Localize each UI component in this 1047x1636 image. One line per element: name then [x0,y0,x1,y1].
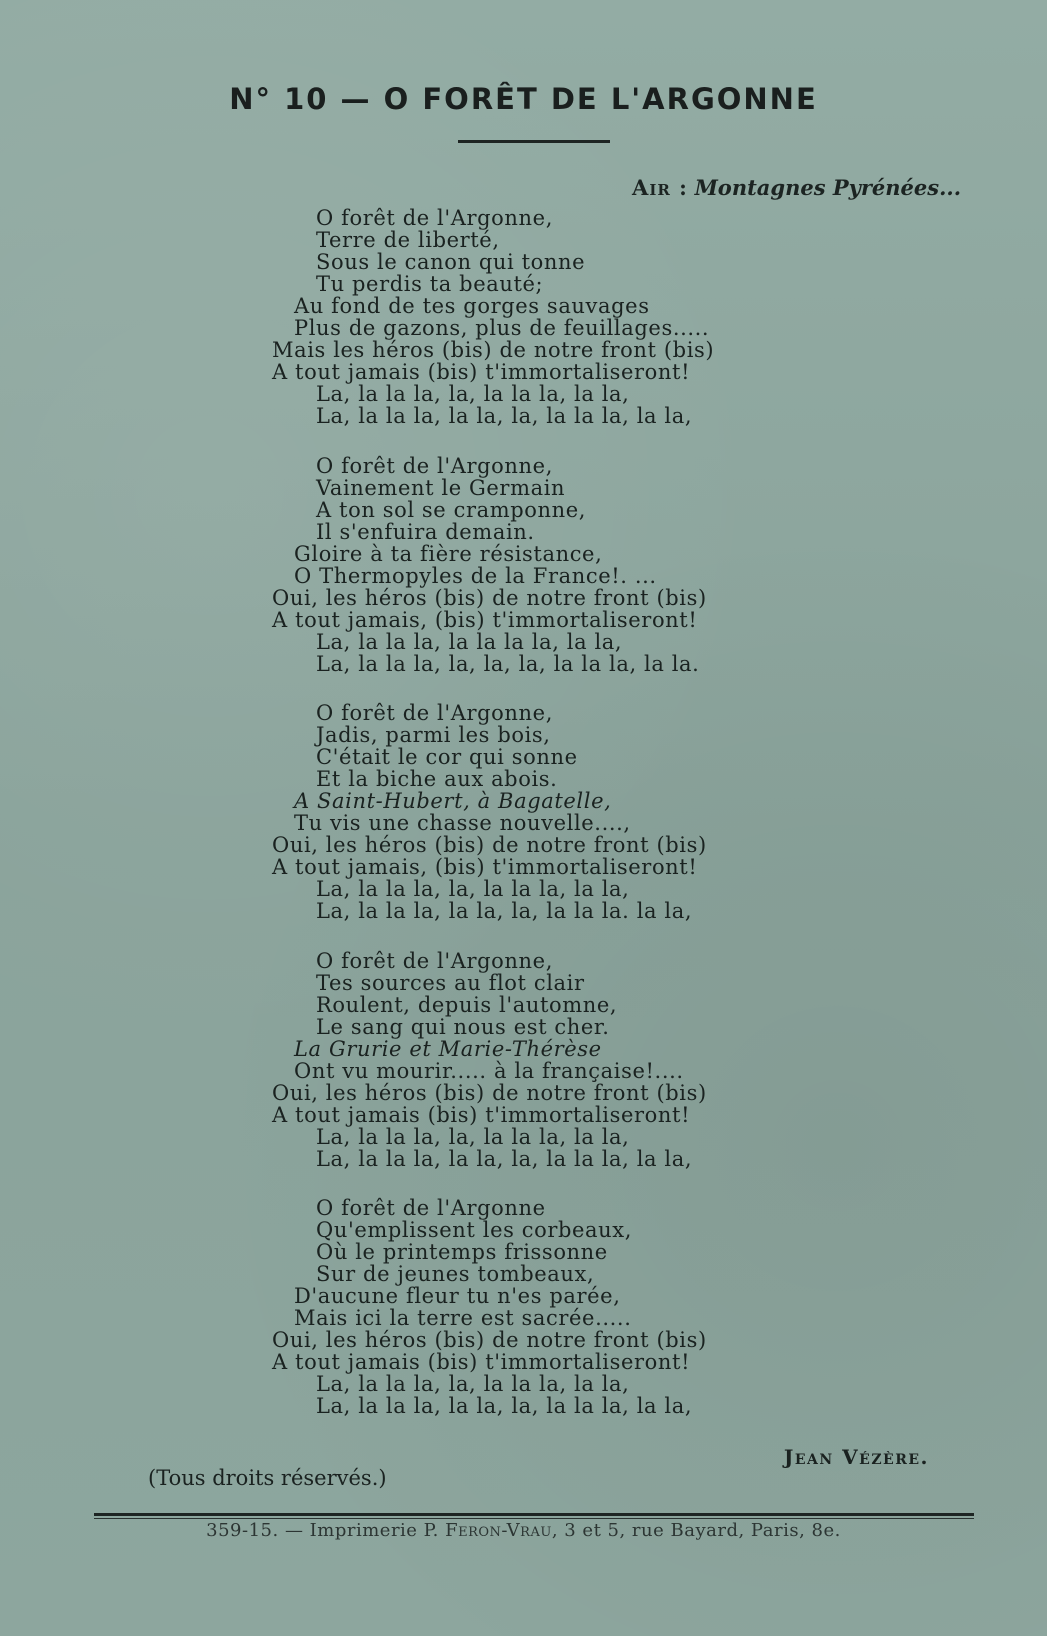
verse-line: Au fond de tes gorges sauvages [294,294,650,318]
air-tune: Montagnes Pyrénées... [694,175,961,200]
air-label: Air : [632,175,688,200]
refrain-line: Oui, les héros (bis) de notre front (bis) [272,833,707,857]
refrain-la-line: La, la la la, la la la la, la la, [316,630,623,654]
refrain-line: A tout jamais (bis) t'immortaliseront! [272,1103,691,1127]
verse-line: Sous le canon qui tonne [316,250,586,274]
refrain-la-line: La, la la la, la la, la, la la la, la la, [316,1147,693,1171]
footer-rule [94,1513,974,1516]
verse-line: Il s'enfuira demain. [316,520,535,544]
refrain-la-line: La, la la la, la la, la, la la la, la la, [316,1394,693,1418]
refrain-line: A tout jamais (bis) t'immortaliseront! [272,1350,691,1374]
verse-line: Gloire à ta fière résistance, [294,542,603,566]
verse-line: O forêt de l'Argonne, [316,701,553,725]
verse-line: Ont vu mourir..... à la française!.... [294,1059,684,1083]
refrain-la-line: La, la la la, la, la la la, la la, [316,1125,630,1149]
refrain-line: Oui, les héros (bis) de notre front (bis) [272,1081,707,1105]
verse-line: O forêt de l'Argonne [316,1196,546,1220]
verse-line: Où le printemps frissonne [316,1240,608,1264]
printer-imprint [0,1520,1047,1541]
verse-line: Jadis, parmi les bois, [316,723,551,747]
refrain-la-line: La, la la la, la, la, la, la la la, la la. [316,652,700,676]
refrain-la-line: La, la la la, la la, la, la la la, la la, [316,404,693,428]
verse-line: Qu'emplissent les corbeaux, [316,1218,633,1242]
verse-line: O Thermopyles de la France!. ... [294,564,657,588]
refrain-la-line: La, la la la, la, la la la, la la, [316,1372,630,1396]
author-signature: Jean Vézère. [783,1445,929,1469]
verse-line: C'était le cor qui sonne [316,745,578,769]
verse-line: A Saint-Hubert, à Bagatelle, [294,789,612,813]
verse-line: Sur de jeunes tombeaux, [316,1262,595,1286]
verse-line: Tes sources au flot clair [316,971,585,995]
verse-line: D'aucune fleur tu n'es parée, [294,1284,621,1308]
imprint-prefix: 359-15. — Imprimerie P. [206,1520,446,1541]
verse-line: Tu perdis ta beauté; [316,272,544,296]
verse-line: O forêt de l'Argonne, [316,454,553,478]
refrain-la-line: La, la la la, la, la la la, la la, [316,382,630,406]
verse-line: Et la biche aux abois. [316,767,558,791]
footer-rule-thin [94,1518,974,1519]
verse-line: Plus de gazons, plus de feuillages..... [294,316,710,340]
refrain-line: Mais les héros (bis) de notre front (bis) [272,338,715,362]
verse-line: O forêt de l'Argonne, [316,206,553,230]
stanza-3 [272,702,812,922]
air-line [632,175,961,200]
verse-line: Terre de liberté, [316,228,500,252]
refrain-line: Oui, les héros (bis) de notre front (bis) [272,586,707,610]
verse-line: Le sang qui nous est cher. [316,1015,610,1039]
verse-line: La Grurie et Marie-Thérèse [294,1037,602,1061]
verse-line: Vainement le Germain [316,476,566,500]
verse-line: Roulent, depuis l'automne, [316,993,618,1017]
refrain-la-line: La, la la la, la, la la la, la la, [316,877,630,901]
imprint-address: , 3 et 5, rue Bayard, Paris, 8e. [551,1520,841,1541]
refrain-line: Oui, les héros (bis) de notre front (bis) [272,1328,707,1352]
stanza-2 [272,455,812,675]
refrain-line: A tout jamais, (bis) t'immortaliseront! [272,855,698,879]
verse-line: A ton sol se cramponne, [316,498,587,522]
refrain-la-line: La, la la la, la la, la, la la la. la la, [316,899,693,923]
stanza-5 [272,1197,812,1417]
stanza-1 [272,207,812,427]
stanza-4 [272,950,812,1170]
verse-line: Mais ici la terre est sacrée..... [294,1306,632,1330]
imprint-printer-name: Feron-Vrau [445,1520,552,1541]
rights-notice: (Tous droits réservés.) [148,1466,387,1490]
verse-line: O forêt de l'Argonne, [316,949,553,973]
page-title: N° 10 — O FORÊT DE L'ARGONNE [229,82,818,116]
verse-line: Tu vis une chasse nouvelle...., [294,811,631,835]
title-underline [458,140,610,143]
refrain-line: A tout jamais, (bis) t'immortaliseront! [272,608,698,632]
refrain-line: A tout jamais (bis) t'immortaliseront! [272,360,691,384]
